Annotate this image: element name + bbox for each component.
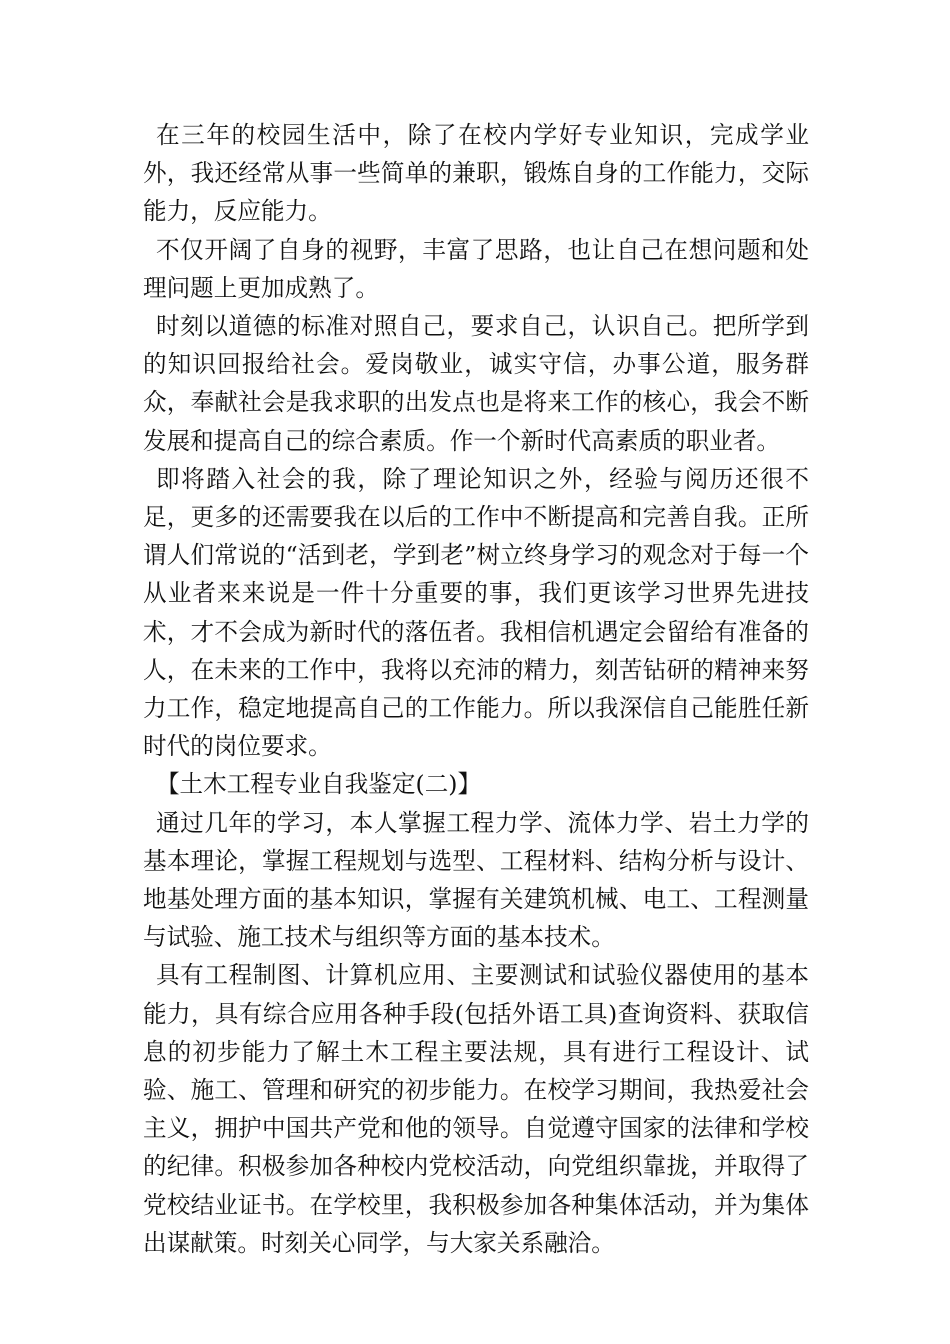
paragraph-abilities: 具有工程制图、计算机应用、主要测试和试验仪器使用的基本能力，具有综合应用各种手段(包括外语工具)查询资料、获取信息的初步能力了解土木工程主要法规，具有进行工程设计、试验、施工、管理和研究的初步能力。在校学习期间，我热爱社会主义，拥护中国共产党和他的领导。自觉遵守国家的法律和学校的纪律。积极参加各种校内党校活动，向党组织靠拢，并取得了党校结业证书。在学校里，我积极参加各种集体活动，并为集体出谋献策。时刻关心同学，与大家关系融洽。 [143,961,809,1257]
paragraph-entering-society: 即将踏入社会的我，除了理论知识之外，经验与阅历还很不足，更多的还需要我在以后的工作中不断提高和完善自我。正所谓人们常说的“活到老，学到老”树立终身学习的观念对于每一个从业者来来说是一件十分重要的事，我们更该学习世界先进技术，才不会成为新时代的落伍者。我相信机遇定会留给有准备的人，在未来的工作中，我将以充沛的精力，刻苦钻研的精神来努力工作，稳定地提高自己的工作能力。所以我深信自己能胜任新时代的岗位要求。 [143,464,809,761]
paragraph-campus-life: 在三年的校园生活中，除了在校内学好专业知识，完成学业外，我还经常从事一些简单的兼职，锻炼自身的工作能力，交际能力，反应能力。 [143,121,809,226]
section-heading: 【土木工程专业自我鉴定(二)】 [155,770,482,799]
paragraph-horizons: 不仅开阔了自身的视野，丰富了思路，也让自己在想问题和处理问题上更加成熟了。 [143,235,809,302]
document-body [143,116,809,1262]
paragraph-morality: 时刻以道德的标准对照自己，要求自己，认识自己。把所学到的知识回报给社会。爱岗敬业，诚实守信，办事公道，服务群众，奉献社会是我求职的出发点也是将来工作的核心，我会不断发展和提高自己的综合素质。作一个新时代高素质的职业者。 [143,312,809,455]
paragraph-knowledge: 通过几年的学习，本人掌握工程力学、流体力学、岩土力学的基本理论，掌握工程规划与选型、工程材料、结构分析与设计、地基处理方面的基本知识，掌握有关建筑机械、电工、工程测量与试验、施工技术与组织等方面的基本技术。 [143,808,809,952]
